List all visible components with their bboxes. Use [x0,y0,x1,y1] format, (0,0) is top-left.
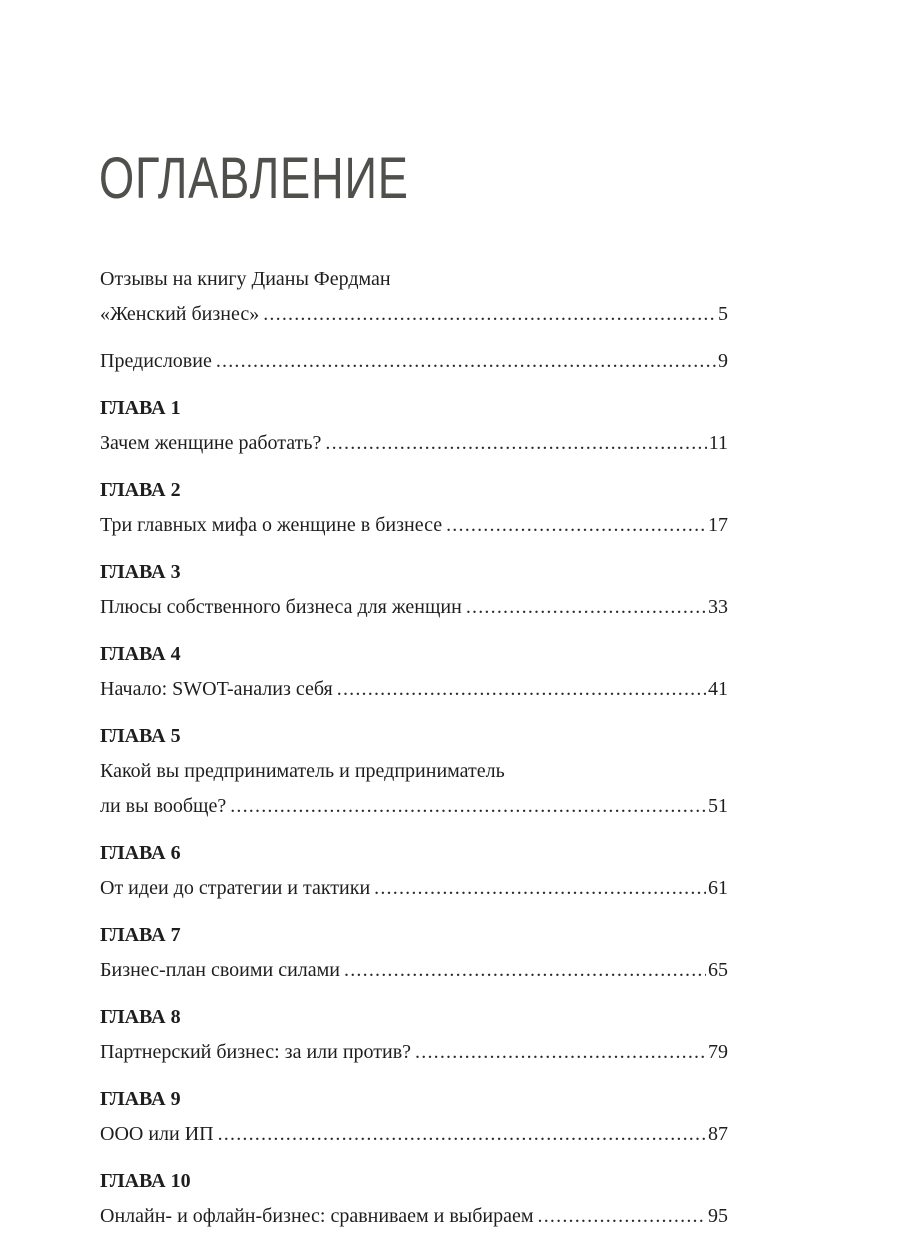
page-number: 41 [708,678,728,700]
dot-leader [344,953,706,988]
dot-leader [216,344,716,379]
dot-leader [466,590,706,625]
entry-title: ли вы вообще? [100,795,227,817]
entry-title-line: Отзывы на книгу Дианы Фердман [100,268,391,290]
page-number: 87 [708,1123,728,1145]
dot-leader [263,297,716,332]
page-number: 17 [708,514,728,536]
toc-chapter[interactable] [100,555,728,625]
entry-title: ООО или ИП [100,1123,214,1145]
toc-chapter[interactable] [100,719,728,824]
dot-leader [325,426,706,461]
page-number: 79 [708,1041,728,1063]
dot-leader [415,1035,706,1070]
entry-row[interactable] [100,344,728,379]
entry-row[interactable] [100,789,728,824]
page-number: 9 [718,350,728,372]
entry-row[interactable] [100,672,728,707]
dot-leader [374,871,706,906]
toc-chapter[interactable] [100,836,728,906]
entry-title: От идеи до стратегии и тактики [100,877,371,899]
toc-chapter[interactable] [100,637,728,707]
chapter-label: ГЛАВА 8 [100,1006,181,1028]
toc-chapter[interactable] [100,1000,728,1070]
entry-row[interactable] [100,1035,728,1070]
toc-entry[interactable] [100,262,728,332]
page-number: 33 [708,596,728,618]
entry-row[interactable] [100,508,728,543]
chapter-label: ГЛАВА 2 [100,479,181,501]
entry-title: Бизнес-план своими силами [100,959,341,981]
entry-title: Партнерский бизнес: за или против? [100,1041,412,1063]
entry-title: Онлайн- и офлайн-бизнес: сравниваем и выбираем [100,1205,534,1227]
page-number: 5 [718,303,728,325]
page-number: 61 [708,877,728,899]
page-number: 51 [708,795,728,817]
toc-chapter[interactable] [100,918,728,988]
entry-title: Начало: SWOT-анализ себя [100,678,333,700]
chapter-label: ГЛАВА 10 [100,1170,191,1192]
toc-chapter[interactable] [100,1164,728,1234]
dot-leader [446,508,706,543]
page-number: 95 [708,1205,728,1227]
chapter-label: ГЛАВА 6 [100,842,181,864]
page-number: 65 [708,959,728,981]
dot-leader [230,789,706,824]
page-title: ОГЛАВЛЕНИЕ [99,146,409,211]
chapter-label: ГЛАВА 4 [100,643,181,665]
entry-title-line: Какой вы предприниматель и предприниматель [100,760,505,782]
entry-row[interactable] [100,426,728,461]
dot-leader [538,1199,706,1234]
entry-row[interactable] [100,1199,728,1234]
entry-row[interactable] [100,590,728,625]
entry-title: «Женский бизнес» [100,303,260,325]
entry-title: Три главных мифа о женщине в бизнесе [100,514,443,536]
entry-row[interactable] [100,297,728,332]
chapter-label: ГЛАВА 7 [100,924,181,946]
toc-chapter[interactable] [100,473,728,543]
toc-chapter[interactable] [100,391,728,461]
entry-row[interactable] [100,871,728,906]
chapter-label: ГЛАВА 9 [100,1088,181,1110]
chapter-label: ГЛАВА 1 [100,397,181,419]
entry-title: Зачем женщине работать? [100,432,322,454]
page-number: 11 [708,432,728,454]
chapter-label: ГЛАВА 3 [100,561,181,583]
table-of-contents [100,262,728,1246]
toc-entry[interactable] [100,344,728,379]
entry-row[interactable] [100,953,728,988]
entry-row[interactable] [100,1117,728,1152]
entry-title: Предисловие [100,350,212,372]
dot-leader [337,672,706,707]
dot-leader [218,1117,706,1152]
toc-chapter[interactable] [100,1082,728,1152]
entry-title: Плюсы собственного бизнеса для женщин [100,596,462,618]
chapter-label: ГЛАВА 5 [100,725,181,747]
